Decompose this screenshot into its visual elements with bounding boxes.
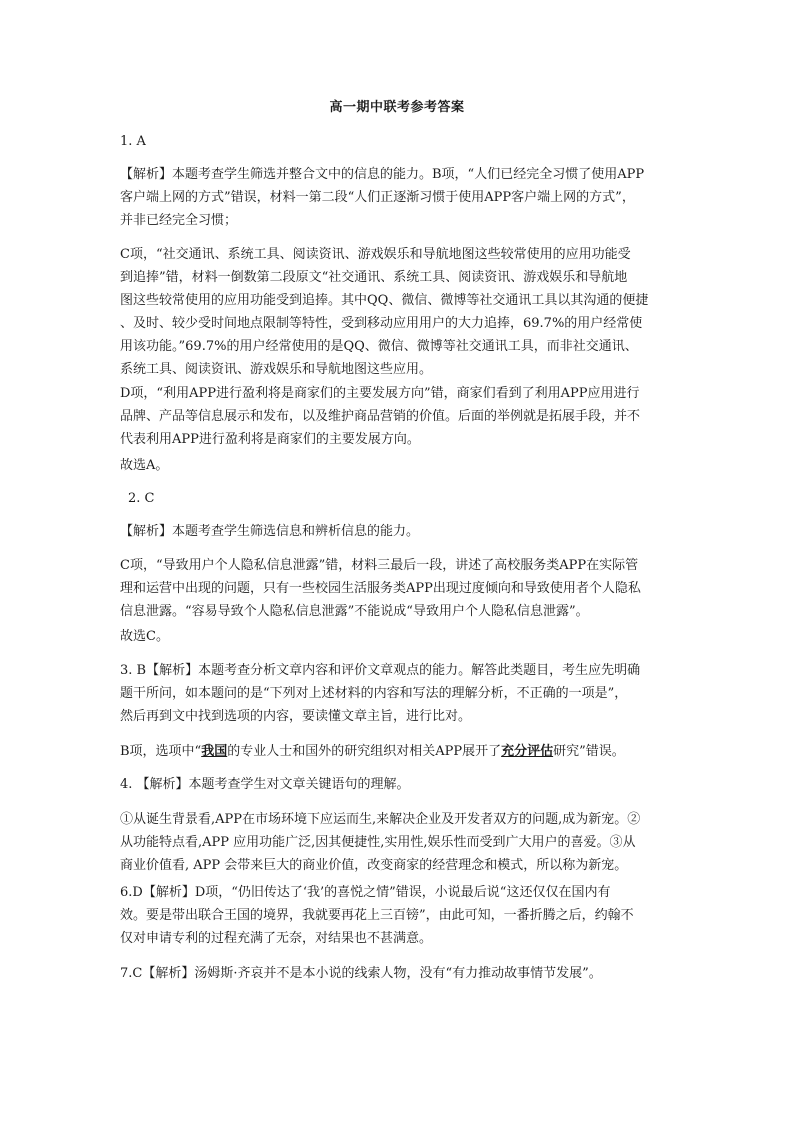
q1-analysis	[120, 163, 680, 232]
q1-d-line: 品牌、产品等信息展示和发布，以及维护商品营销的价值。后面的举例就是拓展手段，并不	[120, 409, 641, 424]
q4-analysis: 4. 【解析】本题考查学生对文章关键语句的理解。	[120, 777, 410, 792]
q4-answer-line: 从功能特点看,APP 应用功能广泛,因其便捷性,实用性,娱乐性而受到广大用户的喜爱。③从	[120, 835, 636, 850]
q3-line: 题干所问，如本题问的是“下列对上述材料的内容和写法的理解分析，不正确的一项是”，	[120, 686, 628, 701]
q3-line: 然后再到文中找到选项的内容，要读懂文章主旨，进行比对。	[120, 709, 472, 724]
q1-c-line: 、及时、较少受时间地点限制等特性，受到移动应用用户的大力追捧，69.7%的用户经常使	[120, 316, 643, 331]
q4-answer-line: 商业价值看, APP 会带来巨大的商业价值，改变商家的经营理念和模式，所以称为新宠。	[120, 858, 628, 873]
q2-c-line: C项，“导致用户个人隐私信息泄露”错，材料三最后一段，讲述了高校服务类APP在实际管	[120, 558, 639, 573]
q3-b-mid: 的专业人士和国外的研究组织对相关APP展开了	[227, 744, 502, 759]
q1-analysis-line: 并非已经完全习惯；	[120, 213, 238, 228]
q3-b-emphasis-country: 我国	[201, 744, 228, 759]
q2-c-line: 理和运营中出现的问题，只有一些校园生活服务类APP出现过度倾向和导致使用者个人隐私	[120, 581, 641, 596]
q4-answer-line: ①从诞生背景看,APP在市场环境下应运而生,来解决企业及开发者双方的问题,成为新宠。②	[120, 812, 641, 827]
q2-analysis: 【解析】本题考查学生筛选信息和辨析信息的能力。	[120, 524, 420, 539]
q1-c-line: 图这些较常使用的应用功能受到追捧。其中QQ、微信、微博等社交通讯工具以其沟通的便捷	[120, 293, 649, 308]
q1-number: 1. A	[120, 134, 146, 149]
q6-line: 仅对申请专利的过程充满了无奈，对结果也不甚满意。	[120, 931, 433, 946]
q1-analysis-line: 客户端上网的方式”错误，材料一第二段“人们正逐渐习惯于使用APP客户端上网的方式”，	[120, 190, 635, 205]
q4-answer	[120, 808, 680, 877]
q3-b-post: 研究”错误。	[553, 744, 625, 759]
q2-number: 2. C	[128, 491, 155, 506]
q1-c-line: 系统工具、阅读资讯、游戏娱乐和导航地图这些应用。	[120, 362, 433, 377]
q3-option-b	[120, 740, 680, 763]
q3-analysis	[120, 659, 680, 728]
q3-b-emphasis-evaluation: 充分评估	[501, 744, 554, 759]
page-title: 高一期中联考参考答案	[329, 100, 465, 115]
q2-c-line: 信息泄露。“容易导致个人隐私信息泄露”不能说成“导致用户个人隐私信息泄露”。	[120, 604, 589, 619]
q2-option-c	[120, 554, 680, 623]
q3-line: 3. B【解析】本题考查分析文章内容和评价文章观点的能力。解答此类题目，考生应先明确	[120, 663, 641, 678]
q1-option-d	[120, 382, 680, 451]
q1-option-c	[120, 243, 680, 381]
q6-analysis	[120, 881, 680, 950]
q3-b-pre: B项，选项中“	[120, 744, 202, 759]
q7-analysis: 7.C【解析】汤姆斯·齐哀并不是本小说的线索人物，没有“有力推动故事情节发展”。	[120, 966, 602, 981]
q1-c-line: C项，“社交通讯、系统工具、阅读资讯、游戏娱乐和导航地图这些较常使用的应用功能受	[120, 247, 631, 262]
q6-line: 效。要是带出联合王国的境界，我就要再花上三百镑”，由此可知，一番折腾之后，约翰不	[120, 908, 634, 923]
q1-c-line: 到追捧”错，材料一倒数第二段原文“社交通讯、系统工具、阅读资讯、游戏娱乐和导航地	[120, 270, 628, 285]
q2-choose: 故选C。	[120, 629, 169, 644]
q6-line: 6.D【解析】D项，“仍旧传达了‘我’的喜悦之情”错误，小说最后说“这还仅仅在国内有	[120, 885, 611, 900]
q1-analysis-line: 【解析】本题考查学生筛选并整合文中的信息的能力。B项，“人们已经完全习惯了使用APP	[120, 167, 645, 182]
q1-choose: 故选A。	[120, 458, 169, 473]
q1-c-line: 用该功能。”69.7%的用户经常使用的是QQ、微信、微博等社交通讯工具，而非社交通讯、	[120, 339, 638, 354]
q1-d-line: D项，“利用APP进行盈利将是商家们的主要发展方向”错，商家们看到了利用APP应用进行	[120, 386, 640, 401]
q1-d-line: 代表利用APP进行盈利将是商家们的主要发展方向。	[120, 432, 420, 447]
